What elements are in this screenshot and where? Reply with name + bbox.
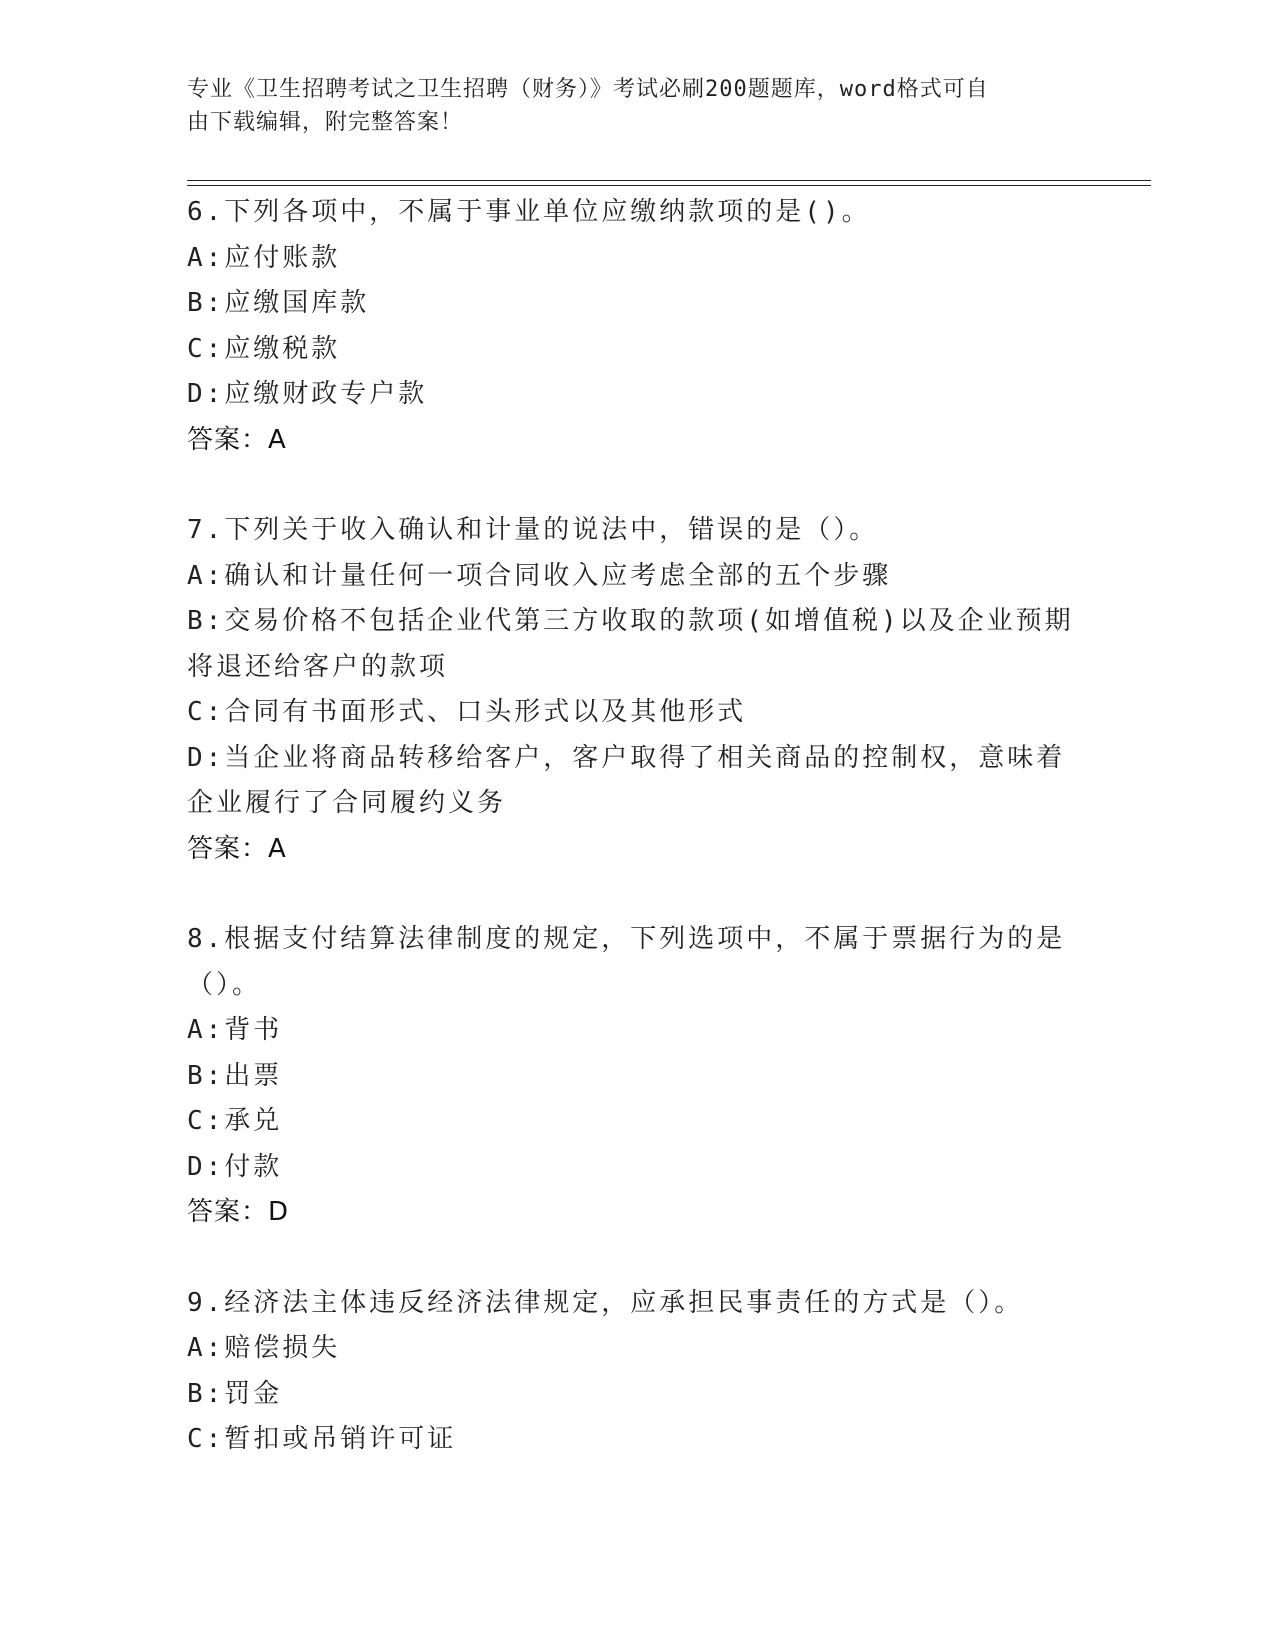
question-block bbox=[187, 1281, 1087, 1463]
question-block bbox=[187, 917, 1087, 1236]
option-b: B:交易价格不包括企业代第三方收取的款项(如增值税)以及企业预期 bbox=[187, 606, 1074, 636]
question-stem: 8.根据支付结算法律制度的规定，下列选项中，不属于票据行为的是 bbox=[187, 924, 1066, 954]
option-c: C:应缴税款 bbox=[187, 333, 341, 364]
header-divider-top bbox=[187, 180, 1151, 181]
header-line-2: 由下载编辑，附完整答案！ bbox=[187, 110, 464, 135]
option-d: D:应缴财政专户款 bbox=[187, 379, 428, 409]
option-c: C:合同有书面形式、口头形式以及其他形式 bbox=[187, 697, 747, 727]
option-d: D:当企业将商品转移给客户，客户取得了相关商品的控制权，意味着 bbox=[187, 742, 1066, 773]
header-line-1: 专业《卫生招聘考试之卫生招聘（财务）》考试必刷200题题库，word格式可自 bbox=[187, 77, 989, 102]
option-a: A:赔偿损失 bbox=[187, 1333, 341, 1363]
answer-label: 答案：A bbox=[187, 833, 287, 864]
question-stem-continued: （）。 bbox=[187, 969, 262, 1000]
option-b-continued: 将退还给客户的款项 bbox=[187, 651, 449, 682]
header-divider-bottom bbox=[187, 185, 1151, 186]
question-stem: 6.下列各项中，不属于事业单位应缴纳款项的是()。 bbox=[187, 197, 871, 227]
option-b: B:出票 bbox=[187, 1060, 283, 1091]
question-stem: 9.经济法主体违反经济法律规定，应承担民事责任的方式是（）。 bbox=[187, 1287, 1024, 1318]
option-a: A:确认和计量任何一项合同收入应考虑全部的五个步骤 bbox=[187, 560, 892, 591]
question-block bbox=[187, 508, 1087, 872]
document-header bbox=[187, 73, 1067, 139]
option-a: A:应付账款 bbox=[187, 242, 341, 273]
option-d-continued: 企业履行了合同履约义务 bbox=[187, 788, 507, 818]
question-spacer bbox=[187, 463, 1087, 508]
option-c: C:暂扣或吊销许可证 bbox=[187, 1424, 457, 1454]
question-spacer bbox=[187, 1236, 1087, 1281]
question-list bbox=[187, 190, 1087, 1463]
question-block bbox=[187, 190, 1087, 463]
answer-label: 答案：D bbox=[187, 1197, 290, 1227]
question-stem: 7.下列关于收入确认和计量的说法中，错误的是（）。 bbox=[187, 515, 879, 545]
option-a: A:背书 bbox=[187, 1015, 283, 1045]
answer-label: 答案：A bbox=[187, 424, 287, 455]
question-spacer bbox=[187, 872, 1087, 917]
option-c: C:承兑 bbox=[187, 1106, 283, 1136]
option-b: B:应缴国库款 bbox=[187, 288, 370, 318]
option-d: D:付款 bbox=[187, 1151, 283, 1182]
option-b: B:罚金 bbox=[187, 1378, 283, 1409]
